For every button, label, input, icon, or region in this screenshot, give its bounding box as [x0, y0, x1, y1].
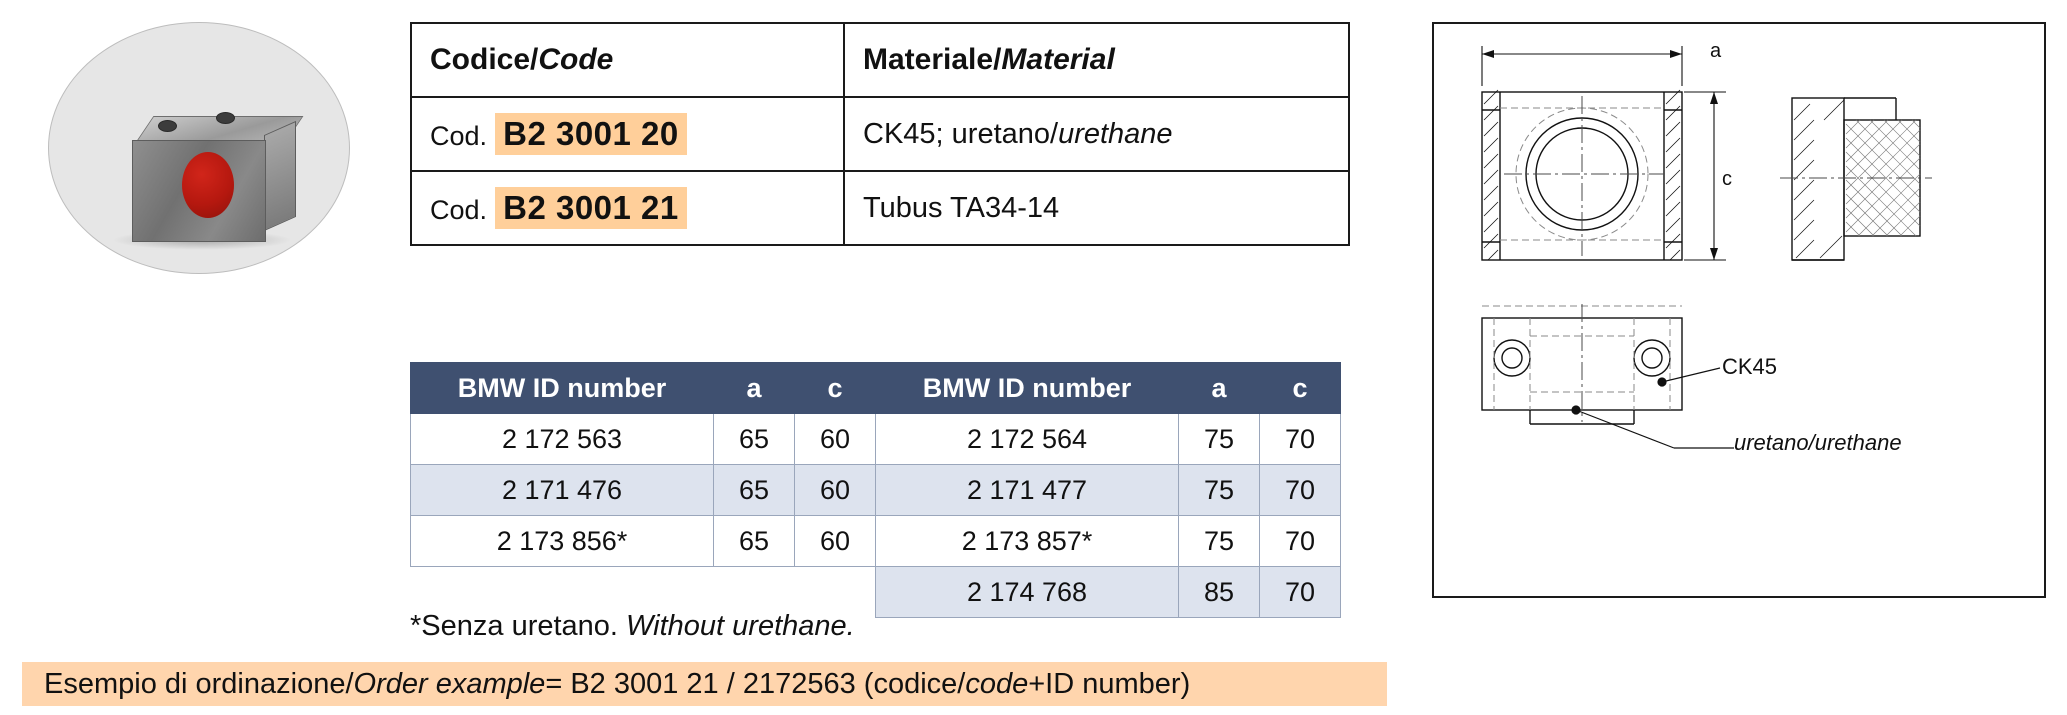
- product-photo: [40, 18, 360, 278]
- order-label-en: Order example: [353, 667, 546, 700]
- code-cell-2: [411, 171, 844, 245]
- material-header-cell: [844, 23, 1349, 97]
- footnote: [410, 610, 855, 643]
- block-bolt-hole-left: [158, 120, 177, 132]
- table-row: [411, 465, 1341, 516]
- table-row: [411, 414, 1341, 465]
- table-row-header: [411, 363, 1341, 414]
- table-row: [411, 97, 1349, 171]
- material-callout-urethane: uretano/urethane: [1734, 430, 1902, 455]
- cell-id-right: 2 174 768: [876, 567, 1179, 618]
- cell-a-left: 65: [714, 516, 795, 567]
- table-row: [411, 171, 1349, 245]
- material-italic-1: urethane: [1058, 117, 1173, 150]
- dimension-label-a: a: [1710, 40, 1722, 62]
- code-cell-1: [411, 97, 844, 171]
- technical-drawing-svg: [1434, 24, 2040, 592]
- header-bmw-id-right: BMW ID number: [876, 363, 1179, 414]
- dimension-label-c: c: [1722, 168, 1732, 190]
- cell-a-right: 75: [1179, 465, 1260, 516]
- order-tail: +ID number): [1028, 667, 1191, 700]
- code-header-it: Codice/: [430, 43, 539, 76]
- code-value-2: B2 3001 21: [495, 187, 687, 229]
- header-bmw-id-left: BMW ID number: [411, 363, 714, 414]
- cell-id-left: 2 171 476: [411, 465, 714, 516]
- code-value-1: B2 3001 20: [495, 113, 687, 155]
- cell-id-right: 2 171 477: [876, 465, 1179, 516]
- cell-id-right: 2 172 564: [876, 414, 1179, 465]
- header-a-right: a: [1179, 363, 1260, 414]
- material-header-it: Materiale/: [863, 43, 1002, 76]
- cell-c-left: 60: [795, 516, 876, 567]
- code-material-table: [410, 22, 1350, 246]
- order-example-bar: [22, 662, 1387, 706]
- material-header-en: Material: [1001, 43, 1115, 76]
- order-label-it: Esempio di ordinazione/: [44, 667, 354, 700]
- order-rest: = B2 3001 21 / 2172563 (codice/: [545, 667, 966, 700]
- cell-c-right: 70: [1260, 567, 1341, 618]
- code-header-cell: [411, 23, 844, 97]
- cell-c-right: 70: [1260, 414, 1341, 465]
- cell-c-right: 70: [1260, 465, 1341, 516]
- table-row-header: [411, 23, 1349, 97]
- cell-c-left: 60: [795, 465, 876, 516]
- material-plain-1: CK45; uretano/: [863, 117, 1059, 150]
- code-header-en: Code: [538, 43, 614, 76]
- table-row: [411, 516, 1341, 567]
- cell-c-left: 60: [795, 414, 876, 465]
- block-side-face: [264, 121, 296, 231]
- header-a-left: a: [714, 363, 795, 414]
- order-code-italic: code: [965, 667, 1029, 700]
- cell-a-left: 65: [714, 414, 795, 465]
- material-plain-2: Tubus TA34-14: [863, 191, 1060, 224]
- material-cell-1: [844, 97, 1349, 171]
- footnote-italic: Without urethane.: [626, 610, 855, 642]
- block-urethane-bore: [182, 152, 234, 218]
- technical-drawing-panel: [1432, 22, 2046, 598]
- cell-a-right: 85: [1179, 567, 1260, 618]
- code-prefix-2: Cod.: [430, 195, 488, 225]
- cell-c-right: 70: [1260, 516, 1341, 567]
- material-callout-ck45: CK45: [1722, 354, 1778, 379]
- header-c-left: c: [795, 363, 876, 414]
- footnote-plain: *Senza uretano.: [410, 610, 627, 642]
- cell-id-left: 2 173 856*: [411, 516, 714, 567]
- header-c-right: c: [1260, 363, 1341, 414]
- block-bolt-hole-right: [216, 112, 235, 124]
- material-cell-2: [844, 171, 1349, 245]
- cell-id-right: 2 173 857*: [876, 516, 1179, 567]
- cell-a-left: 65: [714, 465, 795, 516]
- cell-a-right: 75: [1179, 516, 1260, 567]
- cell-id-left: 2 172 563: [411, 414, 714, 465]
- cell-a-right: 75: [1179, 414, 1260, 465]
- code-prefix-1: Cod.: [430, 121, 488, 151]
- bmw-id-table: [410, 362, 1341, 618]
